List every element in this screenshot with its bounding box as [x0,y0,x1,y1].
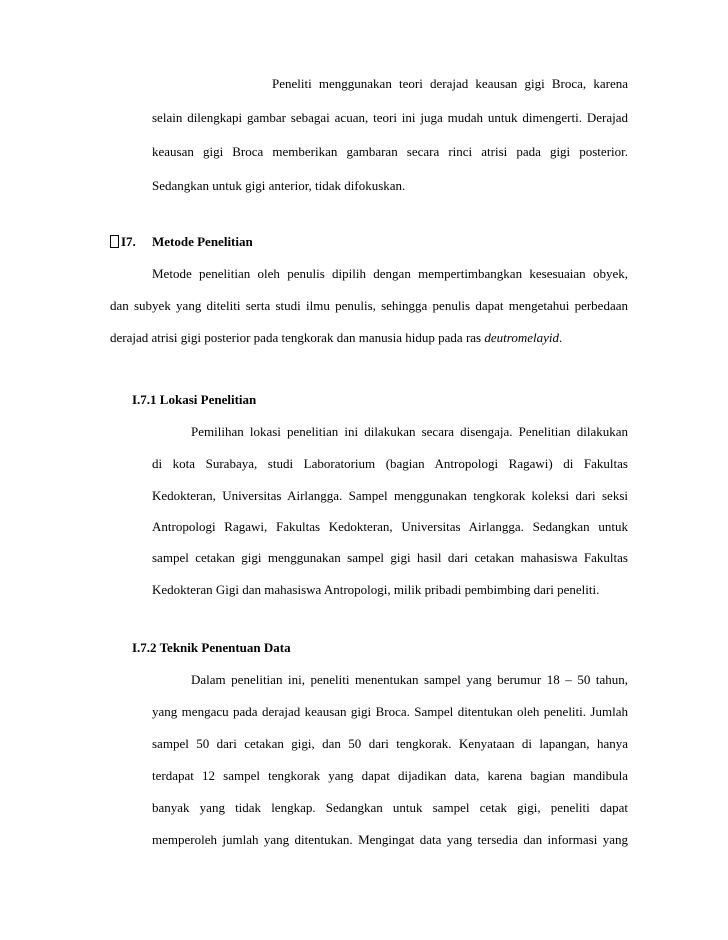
section-i7-title: Metode Penelitian [152,234,253,249]
paragraph-intro-line-2: selain dilengkapi gambar sebagai acuan, teori ini juga mudah untuk dimengerti. Derajad [152,110,628,125]
section-i7-line-2: dan subyek yang diteliti serta studi ilmu penulis, sehingga penulis dapat mengetahui perbedaan [110,298,628,313]
section-i7-line-3-text: derajad atrisi gigi posterior pada tengkorak dan manusia hidup pada ras [110,330,482,345]
section-i7-line-3-end: . [558,330,563,345]
section-i71-line-2: di kota Surabaya, studi Laboratorium (bagian Antropologi Ragawi) di Fakultas [152,456,628,471]
section-i71-line-4: Antropologi Ragawi, Fakultas Kedokteran, Universitas Airlangga. Sedangkan untuk [152,519,628,534]
section-i71-line-6: Kedokteran Gigi dan mahasiswa Antropologi, milik pribadi pembimbing dari peneliti. [152,582,600,597]
section-i7-line-3 [110,330,562,346]
section-i72-heading: I.7.2 Teknik Penentuan Data [132,640,291,655]
section-i71-line-1: Pemilihan lokasi penelitian ini dilakukan secara disengaja. Penelitian dilakukan [191,424,628,439]
section-i72-line-3: sampel 50 dari cetakan gigi, dan 50 dari tengkorak. Kenyataan di lapangan, hanya [152,736,628,751]
paragraph-intro-line-1: Peneliti menggunakan teori derajad keausan gigi Broca, karena [272,76,628,91]
section-i72-line-6: memperoleh jumlah yang ditentukan. Mengingat data yang tersedia dan informasi yang [152,832,628,847]
section-i71-heading: I.7.1 Lokasi Penelitian [132,392,257,407]
missing-glyph-icon [110,235,119,248]
section-i72-line-4: terdapat 12 sampel tengkorak yang dapat dijadikan data, karena bagian mandibula [152,768,628,783]
section-i7-term-deutromelayid: deutromelayid [484,330,559,345]
section-i71-line-5: sampel cetakan gigi menggunakan sampel gigi hasil dari cetakan mahasiswa Fakultas [152,550,628,565]
section-i7-heading [110,234,136,250]
paragraph-intro-line-3: keausan gigi Broca memberikan gambaran secara rinci atrisi pada gigi posterior. [152,144,628,159]
section-i7-line-1: Metode penelitian oleh penulis dipilih dengan mempertimbangkan kesesuaian obyek, [152,266,628,281]
section-i71-line-3: Kedokteran, Universitas Airlangga. Sampel menggunakan tengkorak koleksi dari seksi [152,488,628,503]
section-i72-line-5: banyak yang tidak lengkap. Sedangkan untuk sampel cetak gigi, peneliti dapat [152,800,628,815]
section-i72-line-1: Dalam penelitian ini, peneliti menentukan sampel yang berumur 18 – 50 tahun, [191,672,628,687]
section-i72-line-2: yang mengacu pada derajad keausan gigi Broca. Sampel ditentukan oleh peneliti. Jumlah [152,704,628,719]
section-i7-number: I7. [121,234,136,249]
paragraph-intro-line-4: Sedangkan untuk gigi anterior, tidak difokuskan. [152,178,406,193]
